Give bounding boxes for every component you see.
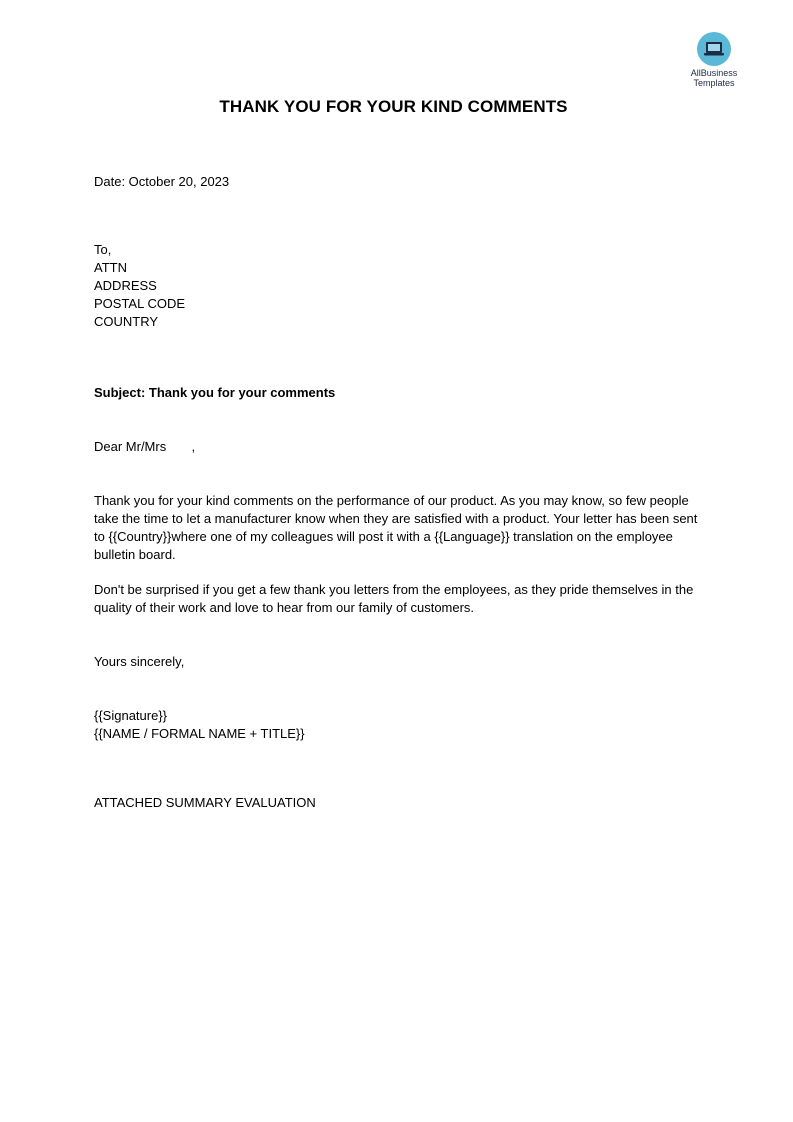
salutation: Dear Mr/Mrs , bbox=[94, 439, 196, 454]
recipient-attn: ATTN bbox=[94, 260, 127, 275]
brand-name-line2: Templates bbox=[693, 78, 735, 88]
attachment-note: ATTACHED SUMMARY EVALUATION bbox=[94, 795, 316, 810]
laptop-icon bbox=[697, 32, 731, 66]
date-line: Date: October 20, 2023 bbox=[94, 174, 230, 189]
body-paragraph-1: Thank you for your kind comments on the performance of our product. As you may know, so few people take the time to let a manufacturer know when they are satisfied with a product. Your letter has been sent to {{Country}}where one of my colleagues will post it with a {{Language}} translation on the employee bulletin board. bbox=[94, 493, 698, 562]
body-paragraph-2: Don't be surprised if you get a few thank you letters from the employees, as they pride themselves in the quality of their work and love to hear from our family of customers. bbox=[94, 582, 694, 615]
recipient-address: ADDRESS bbox=[94, 278, 157, 293]
brand-logo bbox=[683, 32, 745, 88]
closing: Yours sincerely, bbox=[94, 654, 185, 669]
page-title: THANK YOU FOR YOUR KIND COMMENTS bbox=[219, 97, 568, 116]
brand-name-line1: AllBusiness bbox=[690, 68, 738, 78]
recipient-to: To, bbox=[94, 242, 112, 257]
signature: {{Signature}} bbox=[94, 708, 168, 723]
recipient-country: COUNTRY bbox=[94, 314, 159, 329]
recipient-postal-code: POSTAL CODE bbox=[94, 296, 186, 311]
subject-line: Subject: Thank you for your comments bbox=[94, 385, 336, 400]
name-title: {{NAME / FORMAL NAME + TITLE}} bbox=[94, 726, 305, 741]
